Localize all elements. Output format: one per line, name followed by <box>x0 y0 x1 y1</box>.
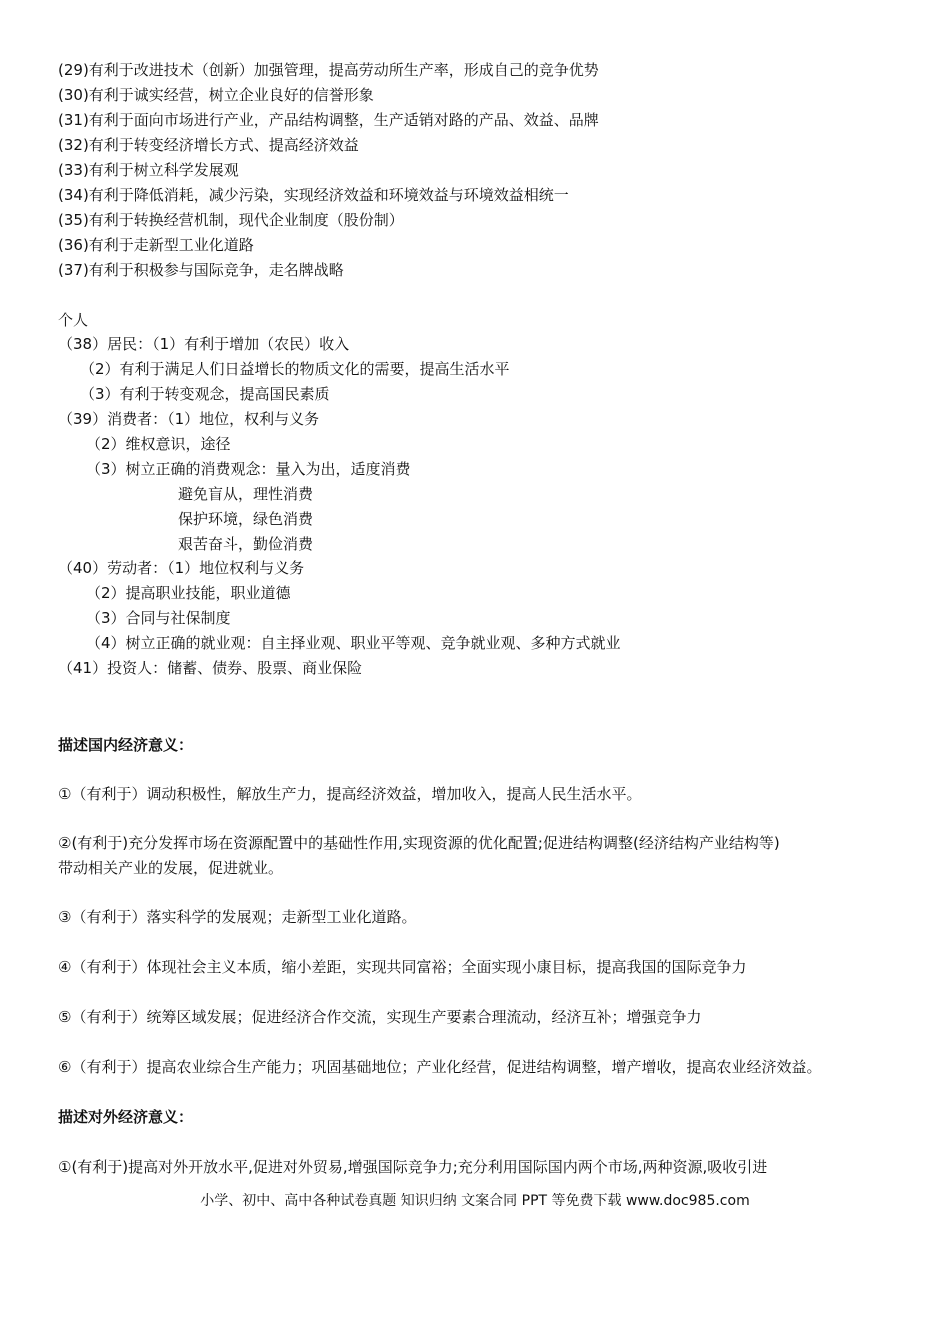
list-item: (32)有利于转变经济增长方式、提高经济效益 <box>58 136 359 154</box>
list-item: ④（有利于）体现社会主义本质，缩小差距，实现共同富裕；全面实现小康目标，提高我国的国际竞争力 <box>58 958 747 976</box>
list-item: （3）树立正确的消费观念：量入为出，适度消费 <box>86 460 411 478</box>
list-item: (33)有利于树立科学发展观 <box>58 161 239 179</box>
list-item: （38）居民：（1）有利于增加（农民）收入 <box>58 335 350 353</box>
list-item: ⑤（有利于）统筹区域发展；促进经济合作交流，实现生产要素合理流动，经济互补；增强竞争力 <box>58 1008 702 1026</box>
list-item: 避免盲从，理性消费 <box>178 485 314 503</box>
list-item: (31)有利于面向市场进行产业，产品结构调整，生产适销对路的产品、效益、品牌 <box>58 111 599 129</box>
list-item: （39）消费者：（1）地位，权利与义务 <box>58 410 320 428</box>
list-item: （41）投资人：储蓄、债券、股票、商业保险 <box>58 659 363 677</box>
section-heading-individual: 个人 <box>58 311 89 329</box>
section-heading-domestic: 描述国内经济意义： <box>58 736 194 754</box>
list-item: （3）有利于转变观念，提高国民素质 <box>80 385 330 403</box>
list-item: （2）有利于满足人们日益增长的物质文化的需要，提高生活水平 <box>80 360 510 378</box>
list-item: ③（有利于）落实科学的发展观；走新型工业化道路。 <box>58 908 417 926</box>
list-item: (35)有利于转换经营机制，现代企业制度（股份制） <box>58 211 404 229</box>
list-item: ①（有利于）调动积极性，解放生产力，提高经济效益，增加收入，提高人民生活水平。 <box>58 785 642 803</box>
list-item: ①(有利于)提高对外开放水平,促进对外贸易,增强国际竞争力;充分利用国际国内两个市场,两种资源,吸收引进 <box>58 1158 768 1176</box>
list-item: (34)有利于降低消耗，减少污染，实现经济效益和环境效益与环境效益相统一 <box>58 186 569 204</box>
list-item: ⑥（有利于）提高农业综合生产能力；巩固基础地位；产业化经营，促进结构调整，增产增收，提高农业经济效益。 <box>58 1058 822 1076</box>
list-item: （3）合同与社保制度 <box>86 609 231 627</box>
section-heading-foreign: 描述对外经济意义： <box>58 1108 194 1126</box>
list-item: （4）树立正确的就业观：自主择业观、职业平等观、竞争就业观、多种方式就业 <box>86 634 621 652</box>
page-footer: 小学、初中、高中各种试卷真题 知识归纳 文案合同 PPT 等免费下载 www.doc985.com <box>200 1193 750 1209</box>
list-item: (36)有利于走新型工业化道路 <box>58 236 254 254</box>
list-item: ②(有利于)充分发挥市场在资源配置中的基础性作用,实现资源的优化配置;促进结构调整(经济结构产业结构等) <box>58 834 780 852</box>
list-item: (37)有利于积极参与国际竞争，走名牌战略 <box>58 261 344 279</box>
list-item: (29)有利于改进技术（创新）加强管理，提高劳动所生产率，形成自己的竞争优势 <box>58 61 599 79</box>
list-item: （40）劳动者：（1）地位权利与义务 <box>58 559 305 577</box>
list-item: 保护环境，绿色消费 <box>178 510 314 528</box>
list-item: 带动相关产业的发展，促进就业。 <box>58 859 284 877</box>
list-item: （2）维权意识，途径 <box>86 435 231 453</box>
list-item: (30)有利于诚实经营，树立企业良好的信誉形象 <box>58 86 374 104</box>
list-item: （2）提高职业技能，职业道德 <box>86 584 291 602</box>
list-item: 艰苦奋斗，勤俭消费 <box>178 535 314 553</box>
